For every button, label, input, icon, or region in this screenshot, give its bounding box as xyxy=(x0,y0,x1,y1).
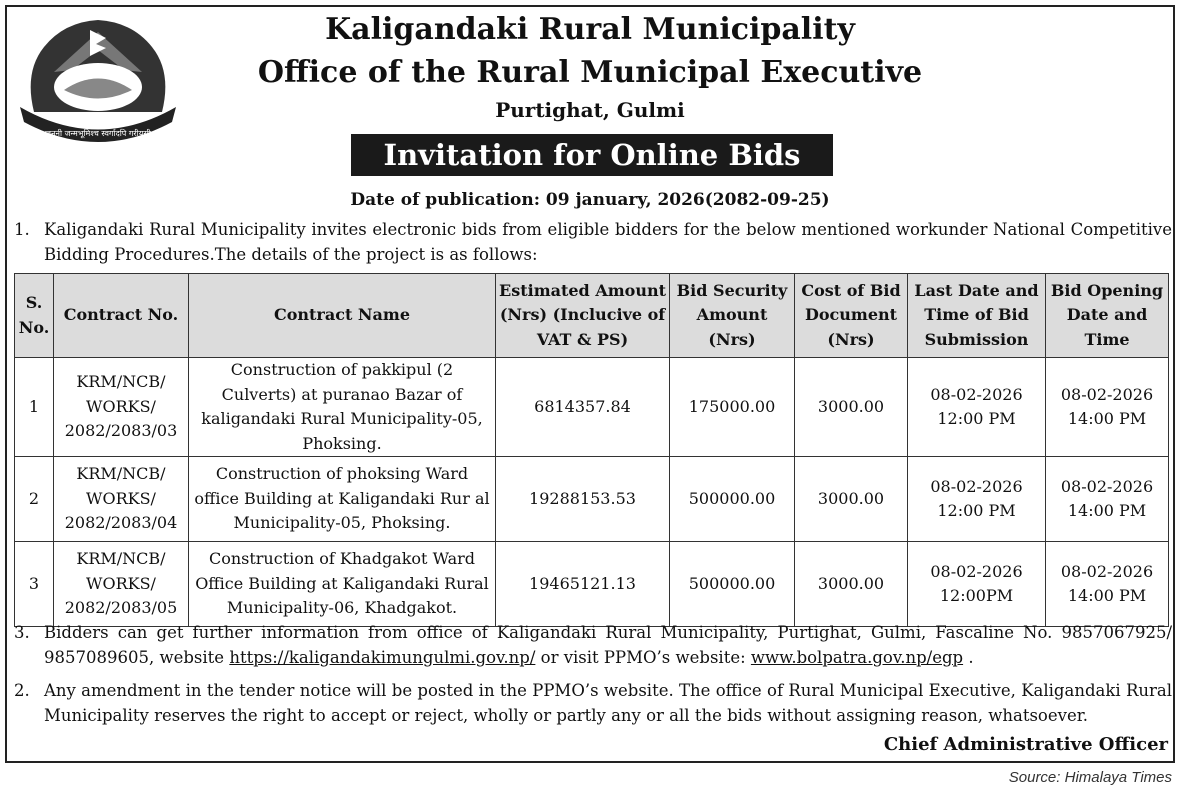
source-credit: Source: Himalaya Times xyxy=(1008,769,1172,786)
cell-bid-security: 500000.00 xyxy=(670,457,795,542)
cell-sn: 3 xyxy=(15,542,54,627)
paragraph-number: 1. xyxy=(14,220,30,239)
col-header-contract-no: Contract No. xyxy=(54,274,189,358)
cell-opening-date: 08-02-2026 14:00 PM xyxy=(1046,358,1169,457)
svg-text:जननी जन्मभूमिश्च स्वर्गादपि गर: जननी जन्मभूमिश्च स्वर्गादपि गरीयसी xyxy=(45,129,151,138)
info-text: . xyxy=(963,647,974,667)
cell-last-date: 08-02-2026 12:00PM xyxy=(908,542,1046,627)
nepal-government-emblem-icon xyxy=(14,12,182,152)
signatory: Chief Administrative Officer xyxy=(883,734,1168,755)
col-header-sn: S. No. xyxy=(15,274,54,358)
cell-cost-document: 3000.00 xyxy=(795,542,908,627)
intro-paragraph xyxy=(14,218,1172,267)
cell-contract-no: KRM/NCB/ WORKS/ 2082/2083/04 xyxy=(54,457,189,542)
amendment-paragraph xyxy=(14,679,1172,728)
col-header-contract-name: Contract Name xyxy=(189,274,496,358)
col-header-bid-security: Bid Security Amount (Nrs) xyxy=(670,274,795,358)
cell-last-date: 08-02-2026 12:00 PM xyxy=(908,358,1046,457)
cell-opening-date: 08-02-2026 14:00 PM xyxy=(1046,542,1169,627)
cell-cost-document: 3000.00 xyxy=(795,457,908,542)
paragraph-text xyxy=(44,621,1172,670)
paragraph-number: 3. xyxy=(14,623,30,642)
notice-title-banner: Invitation for Online Bids xyxy=(351,134,833,176)
municipality-name: Kaligandaki Rural Municipality xyxy=(325,12,855,47)
cell-contract-name: Construction of pakkipul (2 Culverts) at puranao Bazar of kaligandaki Rural Municipality-05, Phoksing. xyxy=(189,358,496,457)
cell-contract-name: Construction of phoksing Ward office Building at Kaligandaki Rur al Municipality-05, Phoksing. xyxy=(189,457,496,542)
info-text: Bidders can get further information from office of Kaligandaki Rural Municipality, Purtighat, Gulmi, Fascaline No. 9857067925/ 9857089605, website xyxy=(44,623,1172,667)
table-row xyxy=(15,358,1169,457)
cell-contract-name: Construction of Khadgakot Ward Office Building at Kaligandaki Rural Municipality-06, Khadgakot. xyxy=(189,542,496,627)
municipality-website-link[interactable]: https://kaligandakimungulmi.gov.np/ xyxy=(229,647,536,667)
cell-sn: 2 xyxy=(15,457,54,542)
bids-table xyxy=(14,273,1169,627)
office-location: Purtighat, Gulmi xyxy=(495,98,685,122)
cell-estimated-amount: 6814357.84 xyxy=(496,358,670,457)
paragraph-text: Kaligandaki Rural Municipality invites electronic bids from eligible bidders for the below mentioned workunder National Competitive Bidding Procedures.The details of the project is as follows: xyxy=(44,220,1172,264)
cell-bid-security: 175000.00 xyxy=(670,358,795,457)
cell-contract-no: KRM/NCB/ WORKS/ 2082/2083/03 xyxy=(54,358,189,457)
paragraph-number: 2. xyxy=(14,681,30,700)
info-paragraph xyxy=(14,621,1172,670)
table-row xyxy=(15,457,1169,542)
office-name: Office of the Rural Municipal Executive xyxy=(257,55,923,90)
cell-last-date: 08-02-2026 12:00 PM xyxy=(908,457,1046,542)
info-text: or visit PPMO’s website: xyxy=(535,647,751,667)
cell-bid-security: 500000.00 xyxy=(670,542,795,627)
col-header-cost-document: Cost of Bid Document (Nrs) xyxy=(795,274,908,358)
cell-sn: 1 xyxy=(15,358,54,457)
table-row xyxy=(15,542,1169,627)
cell-cost-document: 3000.00 xyxy=(795,358,908,457)
table-header-row xyxy=(15,274,1169,358)
col-header-opening-date: Bid Opening Date and Time xyxy=(1046,274,1169,358)
col-header-last-date: Last Date and Time of Bid Submission xyxy=(908,274,1046,358)
col-header-estimated-amount: Estimated Amount (Nrs) (Inclucive of VAT & PS) xyxy=(496,274,670,358)
ppmo-website-link[interactable]: www.bolpatra.gov.np/egp xyxy=(750,647,964,667)
cell-estimated-amount: 19465121.13 xyxy=(496,542,670,627)
cell-estimated-amount: 19288153.53 xyxy=(496,457,670,542)
publication-date: Date of publication: 09 january, 2026(2082-09-25) xyxy=(350,190,830,210)
paragraph-text: Any amendment in the tender notice will be posted in the PPMO’s website. The office of Rural Municipal Executive, Kaligandaki Rural Municipality reserves the right to accept or reject, wholly or partly any or all the bids without assigning reason, whatsoever. xyxy=(44,681,1172,725)
cell-opening-date: 08-02-2026 14:00 PM xyxy=(1046,457,1169,542)
cell-contract-no: KRM/NCB/ WORKS/ 2082/2083/05 xyxy=(54,542,189,627)
